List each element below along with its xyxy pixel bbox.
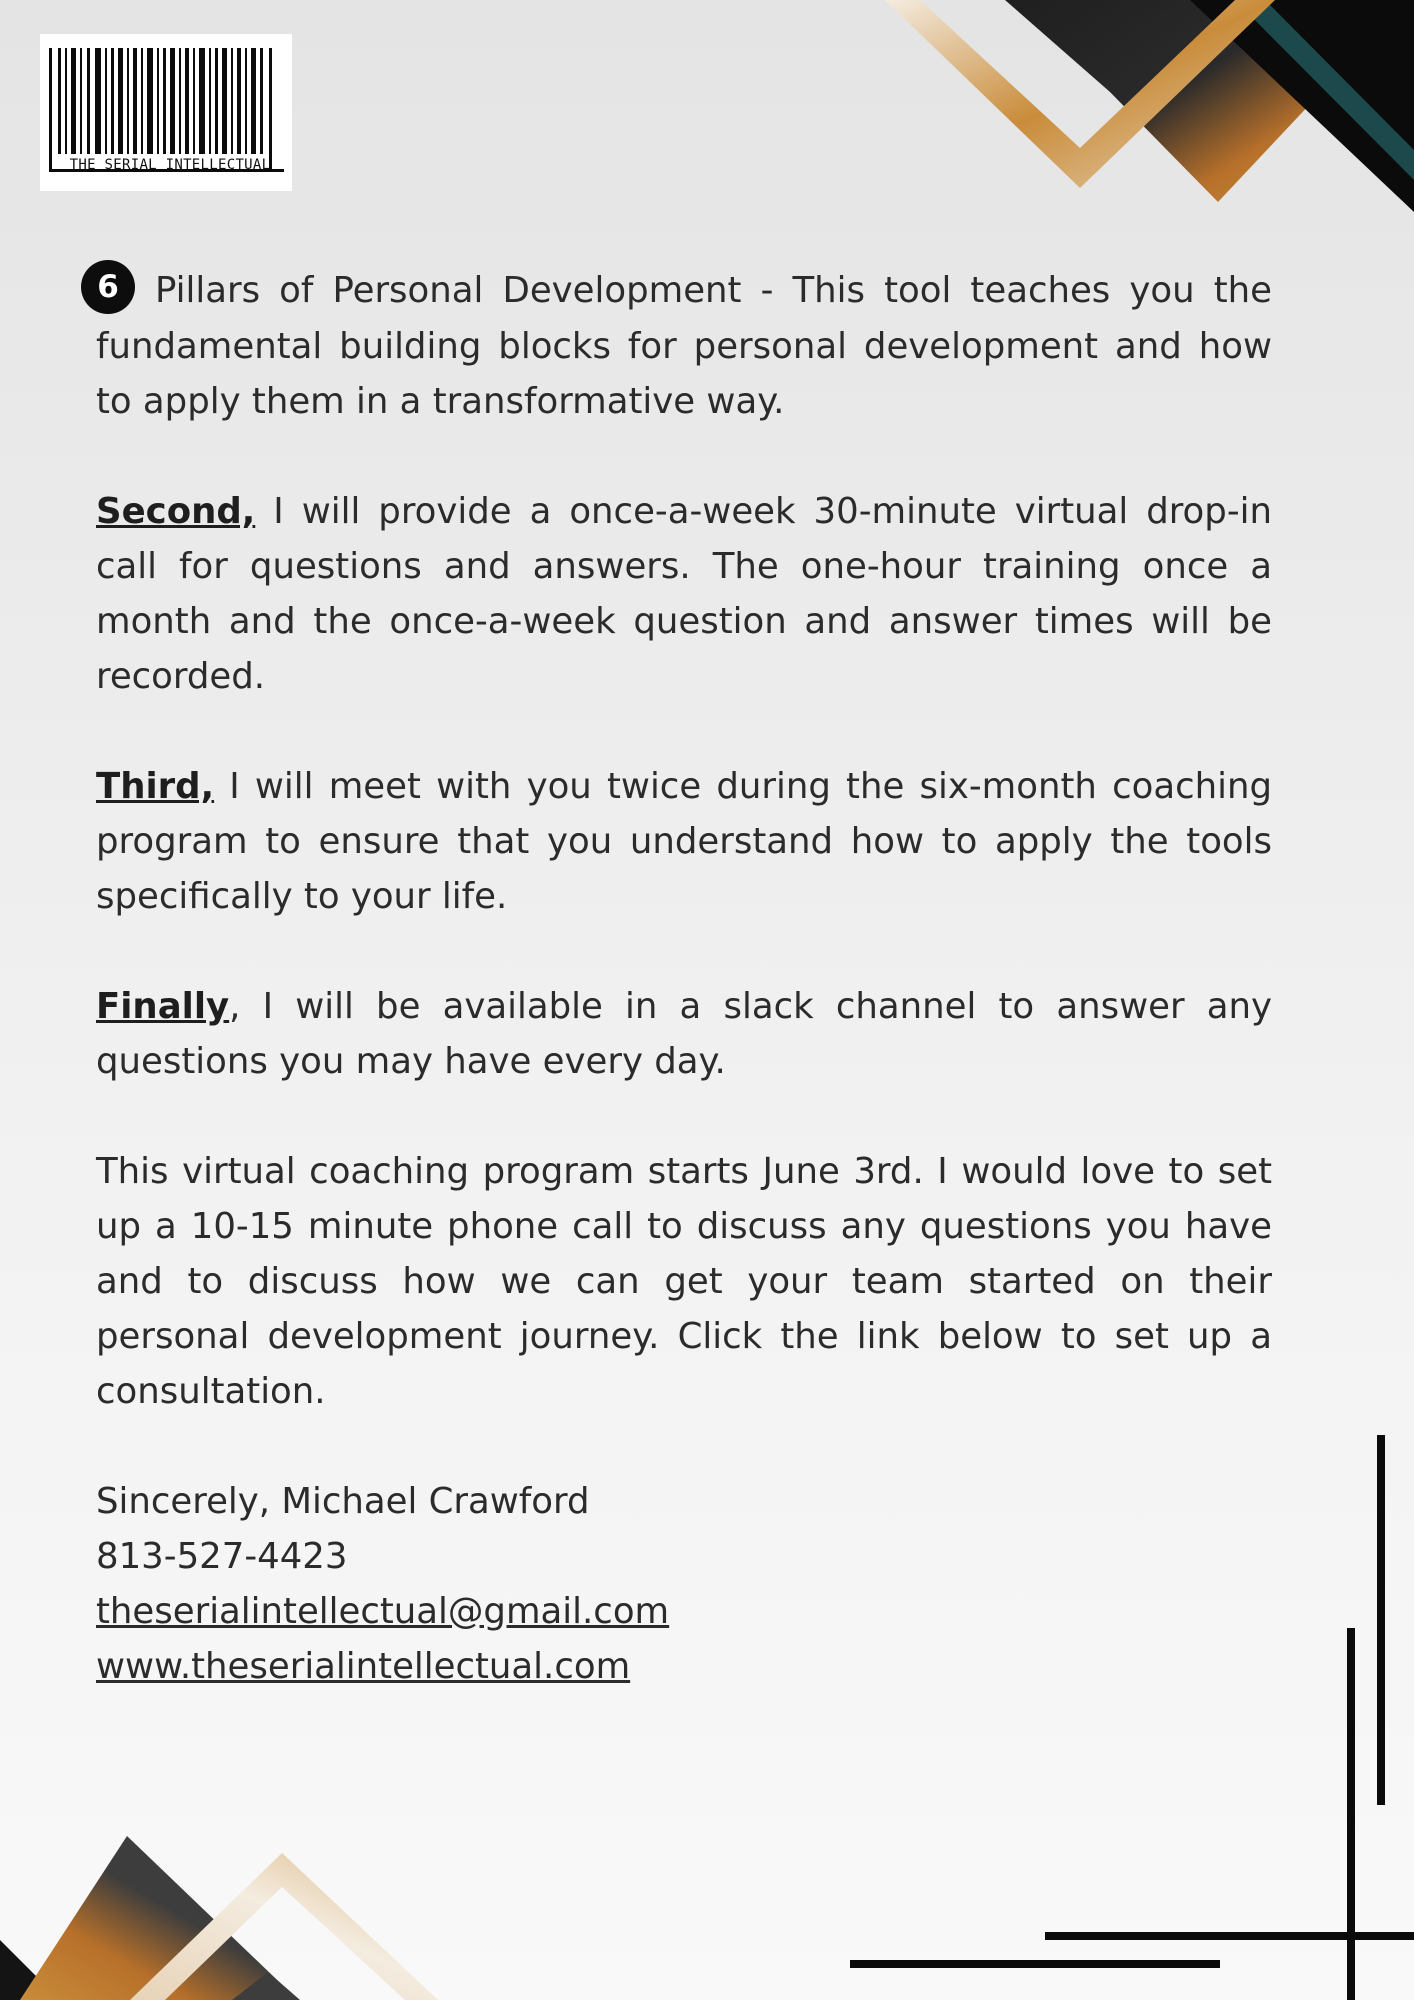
top-right-decoration bbox=[885, 0, 1414, 212]
finally-paragraph bbox=[96, 979, 1272, 1089]
second-text: I will provide a once-a-week 30-minute virtual drop-in call for questions and answers. The one-hour training once a month and the once-a-week question and answer times will be recorded. bbox=[96, 491, 1272, 697]
email-link[interactable]: theserialintellectual@gmail.com bbox=[96, 1591, 670, 1632]
horizontal-line-upper bbox=[1045, 1932, 1414, 1940]
barcode-logo bbox=[40, 34, 292, 191]
bottom-left-decoration bbox=[0, 1836, 438, 2000]
phone-number: 813-527-4423 bbox=[96, 1536, 348, 1577]
second-paragraph bbox=[96, 484, 1272, 704]
horizontal-line-lower bbox=[850, 1960, 1220, 1968]
website-link[interactable]: www.theserialintellectual.com bbox=[96, 1646, 631, 1687]
closing-text: This virtual coaching program starts June 3rd. I would love to set up a 10-15 minute phone call to discuss any questions you have and to discuss how we can get your team started on their personal development journey. Click the link below to set up a consultation. bbox=[96, 1151, 1272, 1412]
logo-text: THE SERIAL INTELLECTUAL bbox=[69, 157, 271, 173]
second-lead: Second, bbox=[96, 491, 256, 532]
pillar-paragraph bbox=[96, 263, 1272, 429]
third-lead: Third, bbox=[96, 766, 215, 807]
vertical-line-long bbox=[1377, 1435, 1385, 1805]
number-badge: 6 bbox=[81, 260, 135, 314]
letter-body bbox=[96, 263, 1272, 1694]
vertical-line-short bbox=[1347, 1628, 1355, 2000]
finally-text: , I will be available in a slack channel to answer any questions you may have every day. bbox=[96, 986, 1272, 1082]
third-paragraph bbox=[96, 759, 1272, 924]
pillar-text: Pillars of Personal Development - This tool teaches you the fundamental building blocks for personal development and how to apply them in a transformative way. bbox=[96, 270, 1272, 422]
third-text: I will meet with you twice during the six-month coaching program to ensure that you understand how to apply the tools specifically to your life. bbox=[96, 766, 1272, 917]
sign-off: Sincerely, Michael Crawford bbox=[96, 1481, 590, 1522]
signature-block bbox=[96, 1474, 1272, 1694]
finally-lead: Finally bbox=[96, 986, 230, 1027]
closing-paragraph bbox=[96, 1144, 1272, 1419]
